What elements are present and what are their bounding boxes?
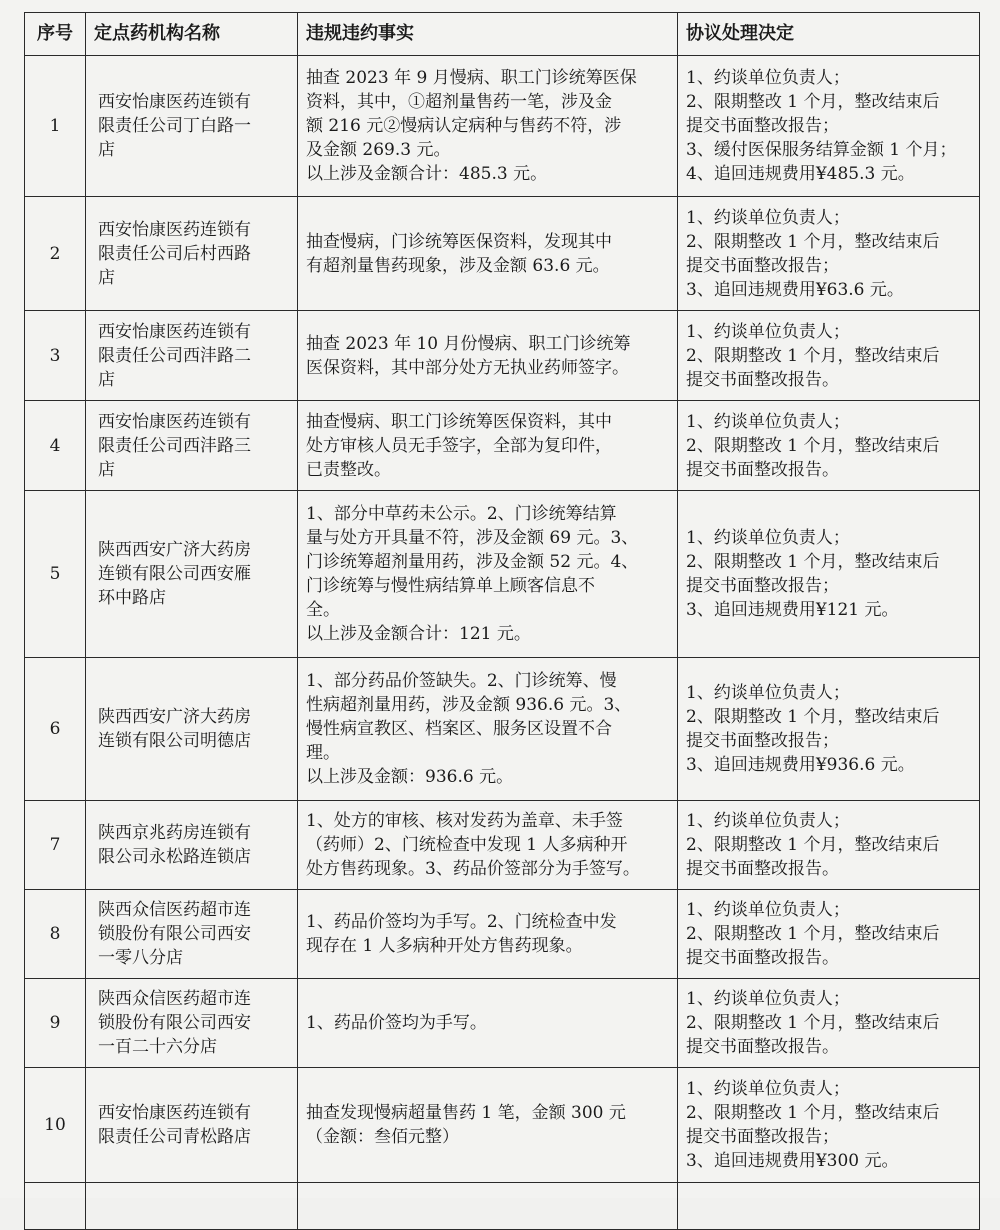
empty-cell bbox=[86, 1183, 298, 1230]
violation-facts bbox=[298, 658, 678, 801]
institution-name-line: 环中路店 bbox=[98, 588, 166, 608]
institution-name bbox=[86, 979, 298, 1068]
institution-name-line: 一百二十六分店 bbox=[98, 1037, 217, 1057]
handling-decision-line: 提交书面整改报告。 bbox=[686, 369, 839, 390]
handling-decision bbox=[678, 491, 980, 658]
institution-name-line: 限责任公司西沣路三 bbox=[98, 435, 251, 456]
institution-name-line: 限责任公司青松路店 bbox=[98, 1127, 251, 1147]
row-number: 3 bbox=[25, 311, 86, 401]
institution-name-line: 连锁有限公司明德店 bbox=[98, 731, 251, 751]
violation-facts bbox=[298, 890, 678, 979]
handling-decision bbox=[678, 658, 980, 801]
handling-decision bbox=[678, 979, 980, 1068]
institution-name-line: 限责任公司西沣路二 bbox=[98, 345, 251, 366]
empty-cell bbox=[298, 1183, 678, 1230]
handling-decision bbox=[678, 801, 980, 890]
institution-name-line: 一零八分店 bbox=[98, 948, 183, 968]
institution-name-line: 店 bbox=[98, 267, 115, 288]
violation-facts-line: 以上涉及金额合计：485.3 元。 bbox=[306, 164, 548, 184]
institution-name-line: 锁股份有限公司西安 bbox=[98, 1013, 251, 1033]
violation-facts-line: 全。 bbox=[306, 600, 340, 620]
handling-decision-line: 2、限期整改 1 个月，整改结束后 bbox=[686, 552, 940, 572]
handling-decision-line: 提交书面整改报告； bbox=[686, 731, 839, 751]
handling-decision-line: 2、限期整改 1 个月，整改结束后 bbox=[686, 435, 940, 456]
handling-decision-line: 提交书面整改报告； bbox=[686, 255, 839, 276]
violation-facts-line: （金额：叁佰元整） bbox=[306, 1127, 459, 1147]
institution-name bbox=[86, 890, 298, 979]
handling-decision-line: 2、限期整改 1 个月，整改结束后 bbox=[686, 835, 940, 855]
handling-decision-line: 1、约谈单位负责人； bbox=[686, 321, 850, 342]
institution-name bbox=[86, 401, 298, 491]
violation-facts-line: 抽查 2023 年 10 月份慢病、职工门诊统筹 bbox=[306, 333, 631, 354]
institution-name bbox=[86, 658, 298, 801]
table-row bbox=[25, 197, 980, 311]
handling-decision-line: 1、约谈单位负责人； bbox=[686, 528, 850, 548]
institution-name-line: 陕西西安广济大药房 bbox=[98, 540, 251, 560]
institution-name-line: 店 bbox=[98, 140, 115, 160]
violation-facts-line: 及金额 269.3 元。 bbox=[306, 140, 451, 160]
institution-name bbox=[86, 56, 298, 197]
handling-decision-line: 提交书面整改报告； bbox=[686, 576, 839, 596]
row-number: 1 bbox=[25, 56, 86, 197]
institution-name-line: 西安怡康医药连锁有 bbox=[98, 321, 251, 342]
institution-name-line: 锁股份有限公司西安 bbox=[98, 924, 251, 944]
handling-decision-line: 4、追回违规费用¥485.3 元。 bbox=[686, 164, 915, 184]
violation-facts bbox=[298, 311, 678, 401]
violation-facts-line: 以上涉及金额：936.6 元。 bbox=[306, 767, 514, 787]
handling-decision bbox=[678, 401, 980, 491]
table-row bbox=[25, 801, 980, 890]
table-row bbox=[25, 491, 980, 658]
handling-decision bbox=[678, 197, 980, 311]
institution-name bbox=[86, 801, 298, 890]
institution-name bbox=[86, 491, 298, 658]
row-number: 6 bbox=[25, 658, 86, 801]
violation-facts-line: 已责整改。 bbox=[306, 459, 391, 480]
institution-name-line: 限公司永松路连锁店 bbox=[98, 847, 251, 867]
handling-decision-line: 1、约谈单位负责人； bbox=[686, 207, 850, 228]
institution-name-line: 陕西西安广济大药房 bbox=[98, 707, 251, 727]
institution-name bbox=[86, 311, 298, 401]
table-row bbox=[25, 979, 980, 1068]
handling-decision-line: 1、约谈单位负责人； bbox=[686, 411, 850, 432]
handling-decision-line: 2、限期整改 1 个月，整改结束后 bbox=[686, 707, 940, 727]
empty-cell bbox=[25, 1183, 86, 1230]
handling-decision bbox=[678, 311, 980, 401]
handling-decision-line: 2、限期整改 1 个月，整改结束后 bbox=[686, 924, 940, 944]
violation-facts-line: 抽查 2023 年 9 月慢病、职工门诊统筹医保 bbox=[306, 68, 637, 88]
violation-facts-line: 门诊统筹超剂量用药，涉及金额 52 元。4、 bbox=[306, 552, 639, 572]
violation-facts-line: 有超剂量售药现象，涉及金额 63.6 元。 bbox=[306, 255, 610, 276]
handling-decision-line: 3、缓付医保服务结算金额 1 个月； bbox=[686, 140, 957, 160]
institution-name-line: 西安怡康医药连锁有 bbox=[98, 411, 251, 432]
table-row bbox=[25, 890, 980, 979]
institution-name-line: 限责任公司丁白路一 bbox=[98, 116, 251, 136]
handling-decision-line: 3、追回违规费用¥300 元。 bbox=[686, 1151, 899, 1171]
violation-facts-line: 额 216 元②慢病认定病种与售药不符，涉 bbox=[306, 116, 622, 136]
institution-name-line: 西安怡康医药连锁有 bbox=[98, 219, 251, 240]
row-number: 7 bbox=[25, 801, 86, 890]
empty-cell bbox=[678, 1183, 980, 1230]
institution-name bbox=[86, 197, 298, 311]
institution-name-line: 陕西众信医药超市连 bbox=[98, 989, 251, 1009]
violation-facts bbox=[298, 979, 678, 1068]
institution-name-line: 陕西众信医药超市连 bbox=[98, 900, 251, 920]
handling-decision-line: 提交书面整改报告。 bbox=[686, 459, 839, 480]
row-number: 9 bbox=[25, 979, 86, 1068]
handling-decision-line: 3、追回违规费用¥936.6 元。 bbox=[686, 755, 915, 775]
violation-facts-line: 1、药品价签均为手写。2、门统检查中发 bbox=[306, 912, 617, 932]
violation-facts bbox=[298, 401, 678, 491]
handling-decision-line: 1、约谈单位负责人； bbox=[686, 68, 850, 88]
violation-facts-line: 理。 bbox=[306, 743, 340, 763]
row-number: 4 bbox=[25, 401, 86, 491]
violation-facts-line: 1、部分中草药未公示。2、门诊统筹结算 bbox=[306, 504, 617, 524]
table-row bbox=[25, 1068, 980, 1183]
violation-facts-line: 医保资料，其中部分处方无执业药师签字。 bbox=[306, 357, 629, 378]
institution-name-line: 西安怡康医药连锁有 bbox=[98, 92, 251, 112]
table-row bbox=[25, 401, 980, 491]
handling-decision bbox=[678, 890, 980, 979]
row-number: 10 bbox=[25, 1068, 86, 1183]
institution-name-line: 店 bbox=[98, 369, 115, 390]
violation-facts-line: 慢性病宣教区、档案区、服务区设置不合 bbox=[306, 719, 612, 739]
violation-facts-line: 性病超剂量用药，涉及金额 936.6 元。3、 bbox=[306, 695, 632, 715]
institution-name-line: 店 bbox=[98, 459, 115, 480]
handling-decision-line: 提交书面整改报告； bbox=[686, 1127, 839, 1147]
violation-facts bbox=[298, 801, 678, 890]
violation-facts-line: 资料，其中，①超剂量售药一笔，涉及金 bbox=[306, 92, 612, 112]
row-number: 8 bbox=[25, 890, 86, 979]
handling-decision-line: 3、追回违规费用¥63.6 元。 bbox=[686, 279, 904, 300]
violation-facts-line: 量与处方开具量不符，涉及金额 69 元。3、 bbox=[306, 528, 639, 548]
violation-facts-line: 处方售药现象。3、药品价签部分为手签写。 bbox=[306, 859, 640, 879]
handling-decision-line: 2、限期整改 1 个月，整改结束后 bbox=[686, 345, 940, 366]
handling-decision-line: 1、约谈单位负责人； bbox=[686, 811, 850, 831]
violations-table bbox=[24, 12, 980, 1230]
table-row bbox=[25, 56, 980, 197]
violation-facts-line: 现存在 1 人多病种开处方售药现象。 bbox=[306, 936, 583, 956]
handling-decision-line: 提交书面整改报告； bbox=[686, 116, 839, 136]
header-facts: 违规违约事实 bbox=[298, 13, 678, 56]
handling-decision-line: 2、限期整改 1 个月，整改结束后 bbox=[686, 92, 940, 112]
handling-decision-line: 提交书面整改报告。 bbox=[686, 1037, 839, 1057]
violation-facts bbox=[298, 1068, 678, 1183]
table-header-row bbox=[25, 13, 980, 56]
table-row bbox=[25, 658, 980, 801]
institution-name-line: 西安怡康医药连锁有 bbox=[98, 1103, 251, 1123]
handling-decision-line: 2、限期整改 1 个月，整改结束后 bbox=[686, 1013, 940, 1033]
row-number: 5 bbox=[25, 491, 86, 658]
institution-name-line: 陕西京兆药房连锁有 bbox=[98, 823, 251, 843]
violation-facts bbox=[298, 56, 678, 197]
violation-facts bbox=[298, 491, 678, 658]
table-row bbox=[25, 311, 980, 401]
violation-facts-line: 抽查发现慢病超量售药 1 笔，金额 300 元 bbox=[306, 1103, 626, 1123]
institution-name bbox=[86, 1068, 298, 1183]
row-number: 2 bbox=[25, 197, 86, 311]
violation-facts-line: 1、部分药品价签缺失。2、门诊统筹、慢 bbox=[306, 671, 617, 691]
header-no: 序号 bbox=[25, 13, 86, 56]
header-name: 定点药机构名称 bbox=[86, 13, 298, 56]
header-decision: 协议处理决定 bbox=[678, 13, 980, 56]
handling-decision-line: 3、追回违规费用¥121 元。 bbox=[686, 600, 899, 620]
handling-decision-line: 1、约谈单位负责人； bbox=[686, 1079, 850, 1099]
handling-decision-line: 2、限期整改 1 个月，整改结束后 bbox=[686, 231, 940, 252]
handling-decision-line: 1、约谈单位负责人； bbox=[686, 989, 850, 1009]
handling-decision-line: 1、约谈单位负责人； bbox=[686, 683, 850, 703]
violation-facts-line: 门诊统筹与慢性病结算单上顾客信息不 bbox=[306, 576, 595, 596]
institution-name-line: 连锁有限公司西安雁 bbox=[98, 564, 251, 584]
table-body bbox=[25, 56, 980, 1230]
table-row-partial bbox=[25, 1183, 980, 1230]
violation-facts-line: 处方审核人员无手签字，全部为复印件， bbox=[306, 435, 612, 456]
violation-facts-line: 以上涉及金额合计：121 元。 bbox=[306, 624, 531, 644]
handling-decision-line: 提交书面整改报告。 bbox=[686, 948, 839, 968]
handling-decision-line: 1、约谈单位负责人； bbox=[686, 900, 850, 920]
violation-facts-line: 抽查慢病、职工门诊统筹医保资料，其中 bbox=[306, 411, 612, 432]
institution-name-line: 限责任公司后村西路 bbox=[98, 243, 251, 264]
handling-decision-line: 提交书面整改报告。 bbox=[686, 859, 839, 879]
handling-decision bbox=[678, 56, 980, 197]
violation-facts-line: 抽查慢病，门诊统筹医保资料，发现其中 bbox=[306, 231, 612, 252]
violation-facts-line: 1、处方的审核、核对发药为盖章、未手签 bbox=[306, 811, 623, 831]
handling-decision bbox=[678, 1068, 980, 1183]
handling-decision-line: 2、限期整改 1 个月，整改结束后 bbox=[686, 1103, 940, 1123]
violation-facts-line: （药师）2、门统检查中发现 1 人多病种开 bbox=[306, 835, 628, 855]
violation-facts-line: 1、药品价签均为手写。 bbox=[306, 1013, 487, 1033]
violation-facts bbox=[298, 197, 678, 311]
